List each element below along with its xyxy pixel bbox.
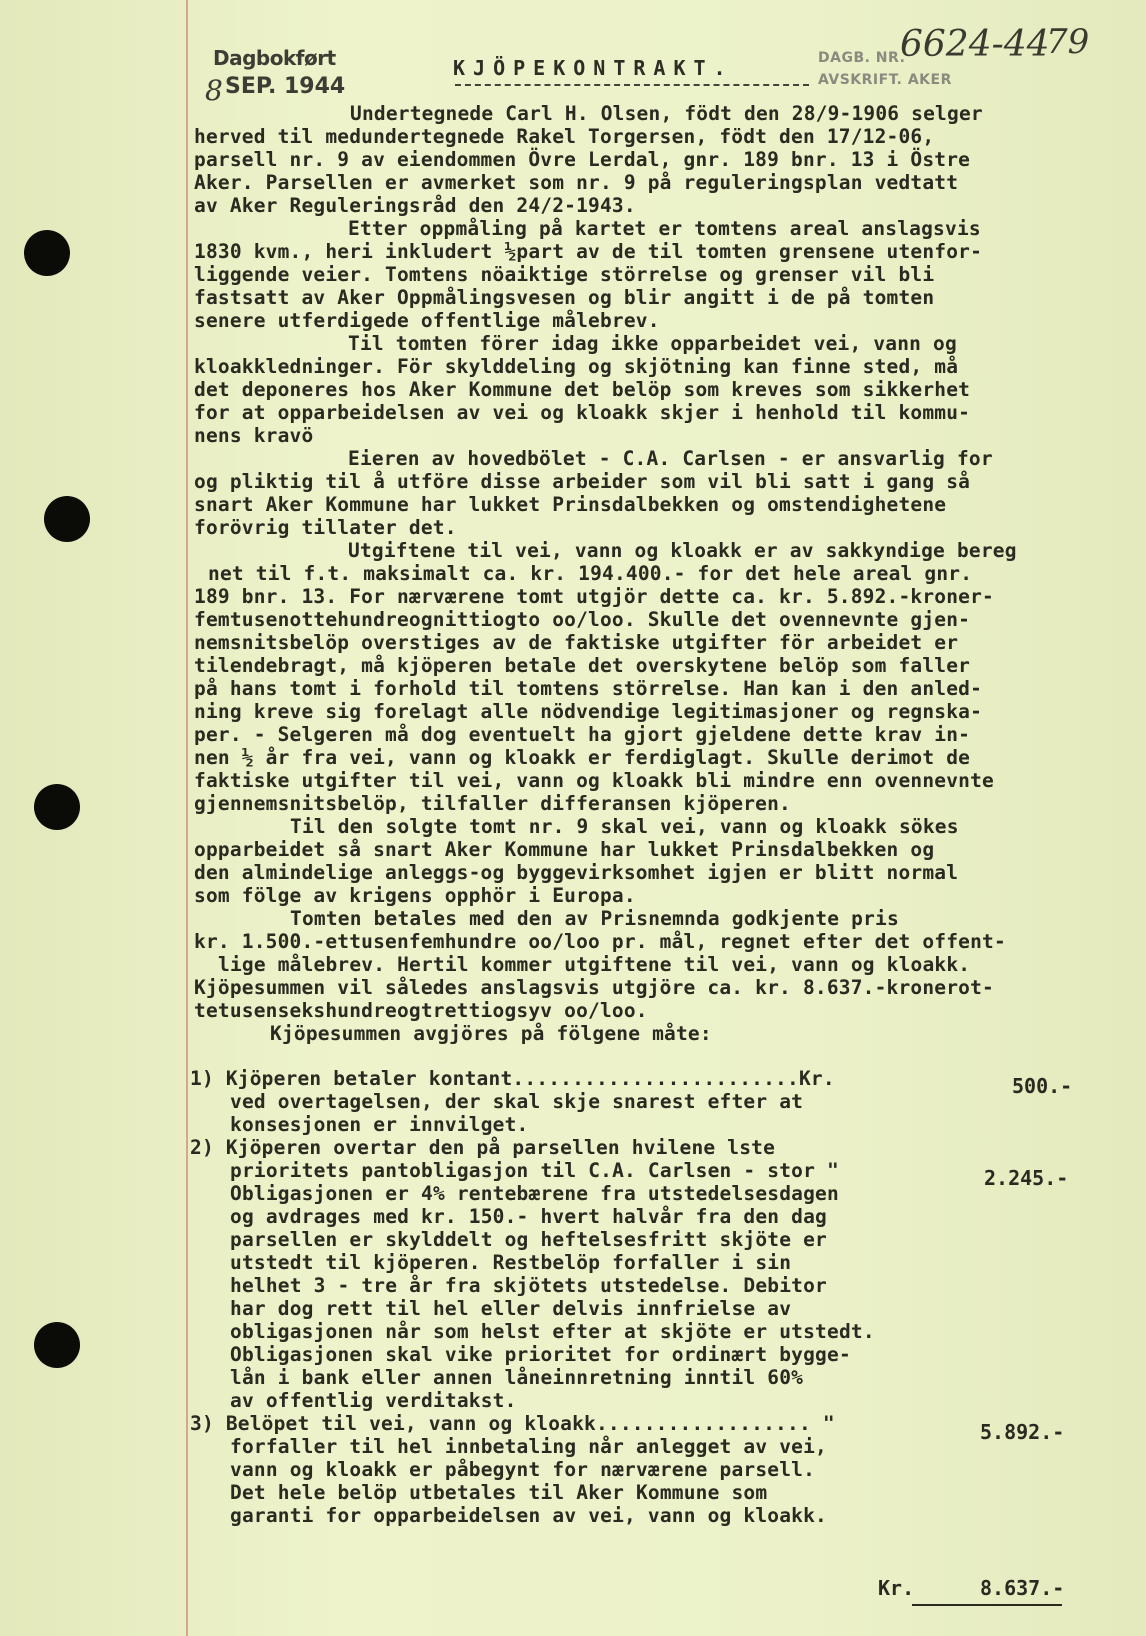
text-line: net til f.t. maksimalt ca. kr. 194.400.- for det hele areal gnr. [208,562,973,585]
text-line: obligasjonen når som helst efter at skjöte er utstedt. [230,1320,875,1343]
text-line: vann og kloakk er påbegynt for nærværene parsell. [230,1458,816,1481]
text-line: Undertegnede Carl H. Olsen, födt den 28/9-1906 selger [350,102,983,125]
text-line: det deponeres hos Aker Kommune det belöp som kreves som sikkerhet [194,378,971,401]
text-line: nemsnitsbelöp overstiges av de faktiske utgifter för arbeidet er [194,631,959,654]
punch-hole-3 [34,784,80,830]
text-line: senere utferdigede offentlige målebrev. [194,309,660,332]
text-line: garanti for opparbeidelsen av vei, vann og kloakk. [230,1504,827,1527]
text-line: konsesjonen er innvilget. [230,1113,529,1136]
dagbok-handwritten-day: 8 [205,74,223,107]
text-line: 2) Kjöperen overtar den på parsellen hvilene lste [190,1136,776,1159]
text-line: Utgiftene til vei, vann og kloakk er av sakkyndige bereg [348,539,1017,562]
text-line: fastsatt av Aker Oppmålingsvesen og blir angitt i de på tomten [194,286,935,309]
amount-vei-vann-kloakk: 5.892.- [980,1420,1065,1444]
text-line: Kjöpesummen avgjöres på fölgene måte: [270,1022,712,1045]
text-line: nens kravö [194,424,314,447]
text-line: helhet 3 - tre år fra skjötets utstedelse. Debitor [230,1274,827,1297]
text-line: tetusensekshundreogtrettiogsyv oo/loo. [194,999,648,1022]
text-line: kr. 1.500.-ettusenfemhundre oo/loo pr. mål, regnet efter det offent- [194,930,1006,953]
text-line: Til den solgte tomt nr. 9 skal vei, vann og kloakk sökes [290,815,959,838]
text-line: utstedt til kjöperen. Restbelöp forfaller i sin [230,1251,792,1274]
amount-total: 8.637.- [980,1576,1065,1600]
text-line: Obligasjonen skal vike prioritet for ordinært bygge- [230,1343,851,1366]
text-line: har dog rett til hel eller delvis innfrielse av [230,1297,792,1320]
text-line: nen ½ år fra vei, vann og kloakk er ferdiglagt. Skulle derimot de [194,746,971,769]
dagbokfort-stamp [205,44,375,106]
text-line: Det hele belöp utbetales til Aker Kommune som [230,1481,768,1504]
text-line: herved til medundertegnede Rakel Torgersen, födt den 17/12-06, [194,125,935,148]
text-line: for at opparbeidelsen av vei og kloakk skjer i henhold til kommu- [194,401,971,424]
dagbok-date: SEP. 1944 [225,74,346,99]
text-line: parsell nr. 9 av eiendommen Övre Lerdal, gnr. 189 bnr. 13 i Östre [194,148,971,171]
text-line: Obligasjonen er 4% rentebærene fra utstedelsesdagen [230,1182,839,1205]
text-line: forfaller til hel innbetaling når anlegget av vei, [230,1435,827,1458]
total-label: Kr. [878,1576,915,1600]
text-line: Etter oppmåling på kartet er tomtens areal anslagsvis [348,217,981,240]
text-line: tilendebragt, må kjöperen betale det overskytene belöp som faller [194,654,971,677]
text-line: 189 bnr. 13. For nærværene tomt utgjör dette ca. kr. 5.892.-kroner- [194,585,994,608]
punch-hole-1 [24,230,70,276]
amount-kontant: 500.- [1012,1074,1073,1098]
text-line: lige målebrev. Hertil kommer utgiftene til vei, vann og kloakk. [218,953,971,976]
text-line: av offentlig verditakst. [230,1389,517,1412]
text-line: opparbeidet så snart Aker Kommune har lukket Prinsdalbekken og [194,838,935,861]
avskrift-label: AVSKRIFT. AKER [818,72,952,88]
text-line: Eieren av hovedbölet - C.A. Carlsen - er ansvarlig for [348,447,993,470]
text-line: faktiske utgifter til vei, vann og kloakk bli mindre enn ovennevnte [194,769,994,792]
title-underline [455,84,809,86]
text-line: Tomten betales med den av Prisnemnda godkjente pris [290,907,899,930]
text-line: ning kreve sig forelagt alle nödvendige legitimasjoner og regnska- [194,700,983,723]
text-line: Til tomten förer idag ikke opparbeidet vei, vann og [348,332,957,355]
text-line: som fölge av krigens opphör i Europa. [194,884,636,907]
handwritten-number: 6624-44 [900,24,1050,65]
text-line: 1) Kjöperen betaler kontant........................Kr. [190,1067,835,1090]
text-line: femtusenottehundreognittiogto oo/loo. Skulle det ovennevnte gjen- [194,608,971,631]
text-line: Aker. Parsellen er avmerket som nr. 9 på reguleringsplan vedtatt [194,171,959,194]
margin-line [186,0,188,1636]
text-line: per. - Selgeren må dog eventuelt ha gjort gjeldene dette krav in- [194,723,971,746]
text-line: lån i bank eller annen låneinnretning inntil 60% [230,1366,804,1389]
text-line: Kjöpesummen vil således anslagsvis utgjöre ca. kr. 8.637.-kronerot- [194,976,994,999]
text-line: liggende veier. Tomtens nöaiktige störrelse og grenser vil bli [194,263,935,286]
text-line: kloakkledninger. För skylddeling og skjötning kan finne sted, må [194,355,959,378]
text-line: 1830 kvm., heri inkludert ½part av de til tomten grensene utenfor- [194,240,983,263]
text-line: forövrig tillater det. [194,516,457,539]
document-title: KJÖPEKONTRAKT. [453,56,734,80]
page-number: 79 [1046,22,1090,62]
total-underline [912,1604,1062,1606]
text-line: gjennemsnitsbelöp, tilfaller differansen kjöperen. [194,792,791,815]
text-line: snart Aker Kommune har lukket Prinsdalbekken og omstendighetene [194,493,947,516]
text-line: parsellen er skylddelt og heftelsesfritt skjöte er [230,1228,827,1251]
text-line: den almindelige anleggs-og byggevirksomhet igjen er blitt normal [194,861,959,884]
text-line: på hans tomt i forhold til tomtens störrelse. Han kan i den anled- [194,677,983,700]
punch-hole-2 [44,496,90,542]
text-line: og pliktig til å utföre disse arbeider som vil bli satt i gang så [194,470,971,493]
text-line: av Aker Reguleringsråd den 24/2-1943. [194,194,636,217]
text-line: og avdrages med kr. 150.- hvert halvår fra den dag [230,1205,827,1228]
punch-hole-4 [34,1322,80,1368]
dagbok-label: Dagbokført [213,46,336,70]
text-line: 3) Belöpet til vei, vann og kloakk.................. " [190,1412,835,1435]
text-line: ved overtagelsen, der skal skje snarest efter at [230,1090,804,1113]
text-line: prioritets pantobligasjon til C.A. Carlsen - stor " [230,1159,839,1182]
dagb-nr-label: DAGB. NR. [818,50,906,66]
amount-obligasjon: 2.245.- [984,1166,1069,1190]
